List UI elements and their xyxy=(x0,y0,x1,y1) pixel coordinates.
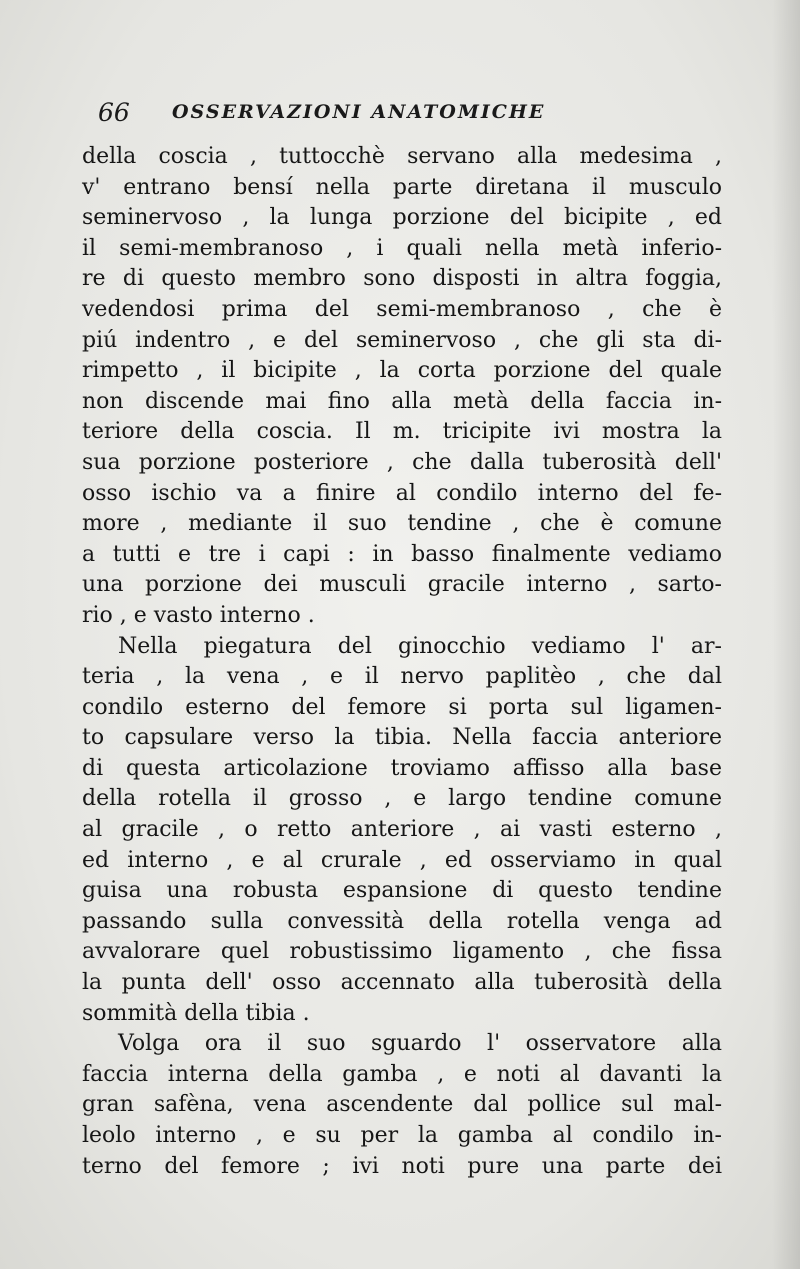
text-line: non discende mai fino alla metà della faccia in- xyxy=(82,388,722,414)
text-line: terno del femore ; ivi noti pure una parte dei xyxy=(82,1153,722,1179)
text-line: teria , la vena , e il nervo paplitèo , che dal xyxy=(82,664,722,690)
running-title: OSSERVAZIONI ANATOMICHE xyxy=(172,101,546,123)
text-line: di questa articolazione troviamo affisso alla base xyxy=(82,755,722,781)
text-line: gran safèna, vena ascendente dal pollice sul mal- xyxy=(82,1092,722,1118)
text-line: la punta dell' osso accennato alla tuberosità della xyxy=(82,970,722,996)
text-line: della rotella il grosso , e largo tendine comune xyxy=(82,786,722,812)
page-edge-shadow xyxy=(772,0,800,1269)
text-line: ed interno , e al crurale , ed osserviamo in qual xyxy=(82,847,722,873)
text-line: guisa una robusta espansione di questo tendine xyxy=(82,878,722,904)
text-line: piú indentro , e del seminervoso , che gli sta di- xyxy=(82,327,722,353)
text-line: passando sulla convessità della rotella venga ad xyxy=(82,908,722,934)
text-line: Volga ora il suo sguardo l' osservatore alla xyxy=(118,1031,722,1057)
text-line: avvalorare quel robustissimo ligamento , che fissa xyxy=(82,939,722,965)
text-line: leolo interno , e su per la gamba al condilo in- xyxy=(82,1123,722,1148)
text-line: to capsulare verso la tibia. Nella faccia anteriore xyxy=(82,725,722,751)
text-line: rimpetto , il bicipite , la corta porzione del quale xyxy=(82,358,722,384)
text-line: vedendosi prima del semi-membranoso , che è xyxy=(82,296,722,322)
page-header xyxy=(98,98,718,134)
text-line: condilo esterno del femore si porta sul ligamen- xyxy=(82,694,722,720)
text-line: teriore della coscia. Il m. tricipite ivi mostra la xyxy=(82,419,722,445)
text-line: sommità della tibia . xyxy=(82,1000,310,1026)
page-number: 66 xyxy=(98,98,130,127)
text-line: al gracile , o retto anteriore , ai vasti esterno , xyxy=(82,817,722,843)
text-line: sua porzione posteriore , che dalla tuberosità dell' xyxy=(82,449,722,475)
text-line: rio , e vasto interno . xyxy=(82,602,315,628)
text-line: osso ischio va a finire al condilo interno del fe- xyxy=(82,480,722,506)
text-line: re di questo membro sono disposti in altra foggia, xyxy=(82,266,722,292)
text-line: il semi-membranoso , i quali nella metà inferio- xyxy=(82,235,722,261)
body-text xyxy=(82,142,722,1182)
text-line: v' entrano bensí nella parte diretana il musculo xyxy=(82,174,722,200)
text-line: Nella piegatura del ginocchio vediamo l' ar- xyxy=(118,633,722,659)
text-line: seminervoso , la lunga porzione del bicipite , ed xyxy=(82,205,722,231)
text-line: more , mediante il suo tendine , che è comune xyxy=(82,511,722,537)
text-line: faccia interna della gamba , e noti al davanti la xyxy=(82,1061,722,1087)
text-line: a tutti e tre i capi : in basso finalmente vediamo xyxy=(82,541,722,567)
text-line: una porzione dei musculi gracile interno , sarto- xyxy=(82,572,722,598)
text-line: della coscia , tuttocchè servano alla medesima , xyxy=(82,144,722,169)
